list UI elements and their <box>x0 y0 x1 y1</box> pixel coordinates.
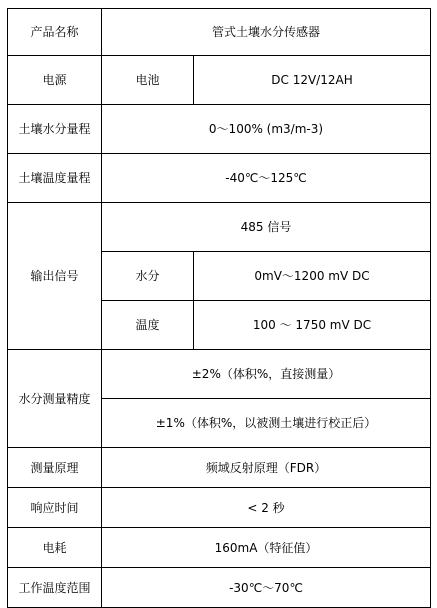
row-output-signal <box>8 203 431 252</box>
row-product-name <box>8 9 431 56</box>
power-consumption-value: 160mA（特征值） <box>102 528 431 568</box>
power-value: DC 12V/12AH <box>194 56 431 105</box>
output-temperature-value: 100 ～ 1750 mV DC <box>194 301 431 350</box>
output-signal-label: 输出信号 <box>8 203 102 350</box>
response-time-value: < 2 秒 <box>102 488 431 528</box>
output-moisture-label: 水分 <box>102 252 194 301</box>
power-consumption-label: 电耗 <box>8 528 102 568</box>
row-principle <box>8 448 431 488</box>
principle-value: 频域反射原理（FDR） <box>102 448 431 488</box>
response-time-label: 响应时间 <box>8 488 102 528</box>
moisture-range-value: 0～100% (m3/m-3) <box>102 105 431 154</box>
product-name-value: 管式土壤水分传感器 <box>102 9 431 56</box>
row-temperature-range <box>8 154 431 203</box>
row-power-consumption <box>8 528 431 568</box>
temperature-range-value: -40℃～125℃ <box>102 154 431 203</box>
row-response-time <box>8 488 431 528</box>
spec-table <box>7 8 431 608</box>
operating-temperature-label: 工作温度范围 <box>8 568 102 608</box>
moisture-accuracy-value-2: ±1%（体积%，以被测土壤进行校正后） <box>102 399 431 448</box>
output-signal-value: 485 信号 <box>102 203 431 252</box>
moisture-range-label: 土壤水分量程 <box>8 105 102 154</box>
principle-label: 测量原理 <box>8 448 102 488</box>
row-moisture-range <box>8 105 431 154</box>
temperature-range-label: 土壤温度量程 <box>8 154 102 203</box>
row-power <box>8 56 431 105</box>
row-operating-temperature <box>8 568 431 608</box>
moisture-accuracy-label: 水分测量精度 <box>8 350 102 448</box>
product-name-label: 产品名称 <box>8 9 102 56</box>
output-temperature-label: 温度 <box>102 301 194 350</box>
output-moisture-value: 0mV～1200 mV DC <box>194 252 431 301</box>
moisture-accuracy-value-1: ±2%（体积%，直接测量） <box>102 350 431 399</box>
power-label: 电源 <box>8 56 102 105</box>
power-sub-label: 电池 <box>102 56 194 105</box>
row-moisture-accuracy <box>8 350 431 399</box>
operating-temperature-value: -30℃～70℃ <box>102 568 431 608</box>
